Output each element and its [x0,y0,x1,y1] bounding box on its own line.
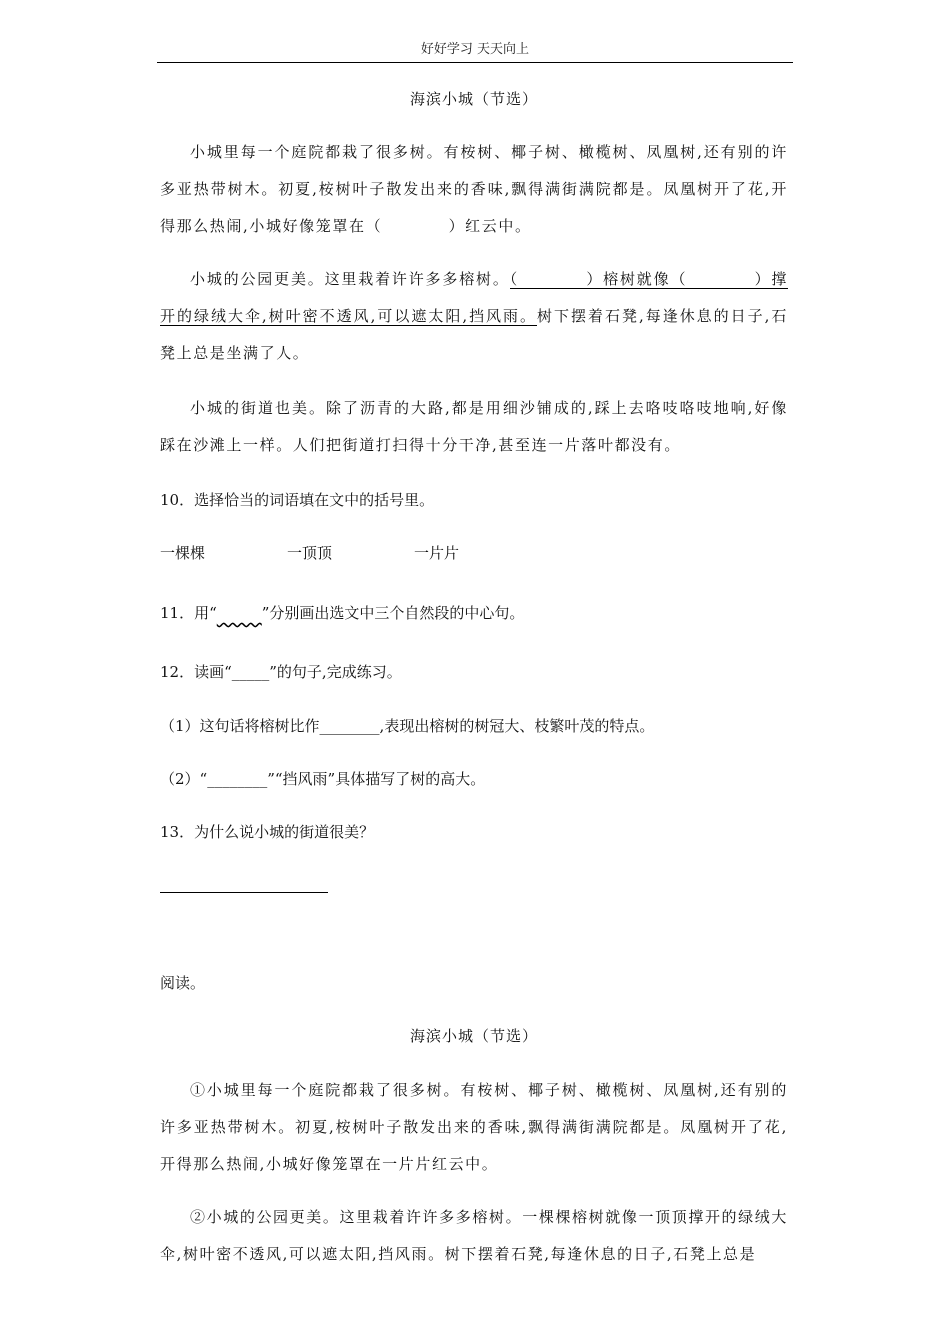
question-11-suffix: ”分别画出选文中三个自然段的中心句。 [261,604,525,622]
header-divider [157,62,793,63]
question-12 [160,661,402,682]
wavy-line-mark [217,604,262,622]
underlined-sentence: （ ）榕树就像（ ）撑开的绿绒大伞,树叶密不透风,可以遮太阳,挡风雨。 [160,270,788,325]
paragraph-2-opening: 小城的公园更美。这里栽着许许多多榕树。 [190,270,510,288]
question-12-1 [160,715,654,736]
word-option-1: 一棵棵 [160,544,206,562]
question-11 [160,602,524,623]
passage-2-paragraph-1: ①小城里每一个庭院都栽了很多树。有桉树、椰子树、橄榄树、凤凰树,还有别的许多亚热带树木。初夏,桉树叶子散发出来的香味,飘得满街满院都是。凤凰树开了花,开得那么热闹,小城好像笼罩在一片片红云中。 [160,1081,788,1173]
question-10: 10．选择恰当的词语填在文中的括号里。 [160,491,435,509]
question-12-2-suffix: ”“挡风雨”具体描写了树的高大。 [267,770,486,788]
answer-blank: ________ [319,717,380,735]
question-13: 13．为什么说小城的街道很美？ [160,823,375,841]
word-option-2: 一顶顶 [287,544,333,562]
word-options [160,542,459,563]
passage-2-paragraph-2: ②小城的公园更美。这里栽着许许多多榕树。一棵棵榕树就像一顶顶撑开的绿绒大伞,树叶密不透风,可以遮太阳,挡风雨。树下摆着石凳,每逢休息的日子,石凳上总是 [160,1208,788,1263]
straight-line-mark: _____ [231,663,270,681]
answer-line [160,892,328,893]
question-12-prefix: 12．读画“ [160,663,232,681]
question-12-1-suffix: ,表现出榕树的树冠大、枝繁叶茂的特点。 [379,717,655,735]
passage-paragraph-1: 小城里每一个庭院都栽了很多树。有桉树、椰子树、橄榄树、凤凰树,还有别的许多亚热带树木。初夏,桉树叶子散发出来的香味,飘得满街满院都是。凤凰树开了花,开得那么热闹,小城好像笼罩在（ ）红云中。 [160,143,788,235]
passage-paragraph-2 [160,261,788,372]
question-12-suffix: ”的句子,完成练习。 [269,663,402,681]
passage-paragraph-3: 小城的街道也美。除了沥青的大路,都是用细沙铺成的,踩上去咯吱咯吱地响,好像踩在沙滩上一样。人们把街道打扫得十分干净,甚至连一片落叶都没有。 [160,399,788,454]
question-12-2 [160,768,485,789]
question-11-prefix: 11．用“ [160,604,217,622]
passage-title-2: 海滨小城（节选） [409,1027,538,1045]
word-option-3: 一片片 [414,544,460,562]
passage-title: 海滨小城（节选） [409,90,538,108]
question-12-1-prefix: （1）这句话将榕树比作 [160,717,320,735]
paragraph-2-ending: 树下摆着石凳,每逢休息的日子,石凳上总是坐满了人。 [160,307,788,362]
reading-instruction: 阅读。 [160,974,206,992]
answer-blank: ________ [207,770,268,788]
page-header: 好好学习 天天向上 [420,42,530,57]
question-12-2-prefix: （2）“ [160,770,208,788]
